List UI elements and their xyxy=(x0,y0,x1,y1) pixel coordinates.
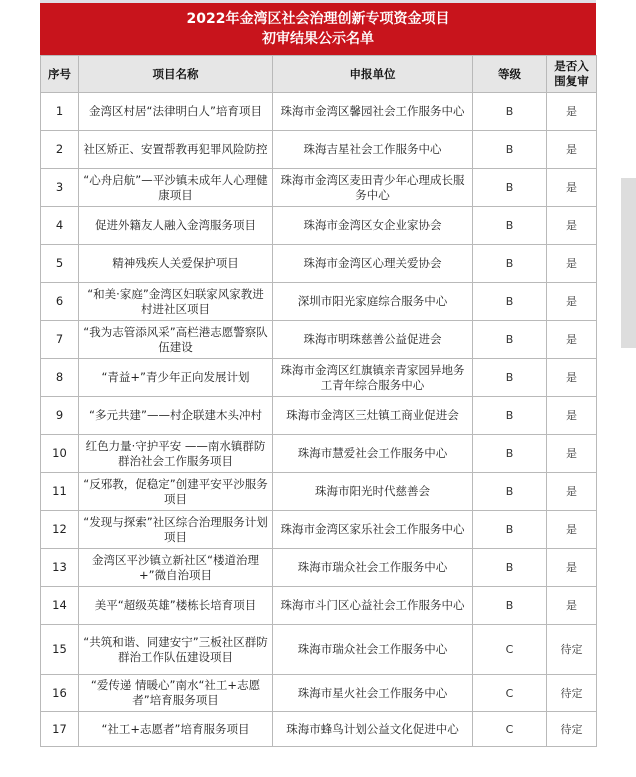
table-row xyxy=(41,207,597,245)
cell-review: 是 xyxy=(547,131,597,169)
cell-unit: 珠海市蜂鸟计划公益文化促进中心 xyxy=(273,712,473,747)
cell-review: 是 xyxy=(547,587,597,625)
table-row xyxy=(41,93,597,131)
cell-unit: 珠海市金湾区心理关爱协会 xyxy=(273,245,473,283)
cell-unit: 珠海市慧爱社会工作服务中心 xyxy=(273,435,473,473)
cell-no: 4 xyxy=(41,207,79,245)
cell-name: “爱传递 情暖心”南水“社工+志愿者”培育服务项目 xyxy=(79,675,273,712)
cell-no: 12 xyxy=(41,511,79,549)
cell-name: 社区矫正、安置帮教再犯罪风险防控 xyxy=(79,131,273,169)
cell-name: 促进外籍友人融入金湾服务项目 xyxy=(79,207,273,245)
cell-no: 10 xyxy=(41,435,79,473)
cell-no: 13 xyxy=(41,549,79,587)
table-header-row xyxy=(41,56,597,93)
cell-no: 6 xyxy=(41,283,79,321)
cell-name: “心舟启航”—平沙镇未成年人心理健康项目 xyxy=(79,169,273,207)
cell-unit: 珠海市阳光时代慈善会 xyxy=(273,473,473,511)
cell-unit: 深圳市阳光家庭综合服务中心 xyxy=(273,283,473,321)
cell-name: 精神残疾人关爱保护项目 xyxy=(79,245,273,283)
table-row xyxy=(41,625,597,675)
cell-name: “社工+志愿者”培育服务项目 xyxy=(79,712,273,747)
header-grade: 等级 xyxy=(473,56,547,93)
cell-no: 5 xyxy=(41,245,79,283)
table-row xyxy=(41,675,597,712)
cell-review: 是 xyxy=(547,169,597,207)
scrollbar-thumb[interactable] xyxy=(621,178,636,348)
cell-review: 是 xyxy=(547,321,597,359)
cell-unit: 珠海吉星社会工作服务中心 xyxy=(273,131,473,169)
cell-grade: B xyxy=(473,359,547,397)
header-unit: 申报单位 xyxy=(273,56,473,93)
cell-grade: C xyxy=(473,675,547,712)
cell-unit: 珠海市明珠慈善公益促进会 xyxy=(273,321,473,359)
cell-grade: B xyxy=(473,435,547,473)
cell-name: 红色力量·守护平安 ——南水镇群防群治社会工作服务项目 xyxy=(79,435,273,473)
cell-grade: B xyxy=(473,473,547,511)
cell-no: 1 xyxy=(41,93,79,131)
cell-review: 是 xyxy=(547,283,597,321)
cell-grade: B xyxy=(473,511,547,549)
cell-review: 待定 xyxy=(547,625,597,675)
cell-no: 7 xyxy=(41,321,79,359)
table-row xyxy=(41,587,597,625)
cell-unit: 珠海市金湾区麦田青少年心理成长服务中心 xyxy=(273,169,473,207)
cell-unit: 珠海市瑞众社会工作服务中心 xyxy=(273,625,473,675)
cell-unit: 珠海市金湾区家乐社会工作服务中心 xyxy=(273,511,473,549)
cell-grade: B xyxy=(473,397,547,435)
cell-no: 3 xyxy=(41,169,79,207)
cell-no: 11 xyxy=(41,473,79,511)
title-line-1: 2022年金湾区社会治理创新专项资金项目 xyxy=(186,11,450,27)
cell-name: “我为志管添风采”高栏港志愿警察队伍建设 xyxy=(79,321,273,359)
cell-grade: B xyxy=(473,321,547,359)
cell-name: “反邪教，促稳定”创建平安平沙服务项目 xyxy=(79,473,273,511)
table-body xyxy=(41,93,597,747)
cell-review: 是 xyxy=(547,245,597,283)
cell-name: 美平“超级英雄”楼栋长培育项目 xyxy=(79,587,273,625)
cell-grade: B xyxy=(473,245,547,283)
cell-unit: 珠海市斗门区心益社会工作服务中心 xyxy=(273,587,473,625)
cell-review: 是 xyxy=(547,93,597,131)
title-line-2: 初审结果公示名单 xyxy=(262,31,374,47)
cell-review: 是 xyxy=(547,397,597,435)
cell-grade: B xyxy=(473,549,547,587)
results-table xyxy=(40,55,597,747)
table-row xyxy=(41,549,597,587)
cell-unit: 珠海市瑞众社会工作服务中心 xyxy=(273,549,473,587)
cell-name: 金湾区村居“法律明白人”培育项目 xyxy=(79,93,273,131)
cell-unit: 珠海市星火社会工作服务中心 xyxy=(273,675,473,712)
table-row xyxy=(41,397,597,435)
title-banner xyxy=(40,0,596,55)
cell-name: “多元共建”——村企联建木头冲村 xyxy=(79,397,273,435)
table-row xyxy=(41,169,597,207)
cell-grade: C xyxy=(473,625,547,675)
table-row xyxy=(41,283,597,321)
cell-no: 17 xyxy=(41,712,79,747)
table-row xyxy=(41,435,597,473)
cell-unit: 珠海市金湾区馨园社会工作服务中心 xyxy=(273,93,473,131)
table-row xyxy=(41,131,597,169)
cell-grade: B xyxy=(473,131,547,169)
cell-grade: B xyxy=(473,283,547,321)
cell-no: 16 xyxy=(41,675,79,712)
document-page xyxy=(40,0,596,777)
top-strip xyxy=(40,0,596,3)
cell-review: 待定 xyxy=(547,675,597,712)
cell-unit: 珠海市金湾区红旗镇亲青家园异地务工青年综合服务中心 xyxy=(273,359,473,397)
table-row xyxy=(41,359,597,397)
cell-no: 8 xyxy=(41,359,79,397)
cell-grade: C xyxy=(473,712,547,747)
cell-review: 待定 xyxy=(547,712,597,747)
cell-grade: B xyxy=(473,169,547,207)
cell-review: 是 xyxy=(547,359,597,397)
table-row xyxy=(41,321,597,359)
cell-review: 是 xyxy=(547,511,597,549)
cell-review: 是 xyxy=(547,207,597,245)
cell-grade: B xyxy=(473,93,547,131)
cell-review: 是 xyxy=(547,549,597,587)
cell-name: “共筑和谐、同建安宁”三板社区群防群治工作队伍建设项目 xyxy=(79,625,273,675)
cell-grade: B xyxy=(473,587,547,625)
table-row xyxy=(41,511,597,549)
cell-name: 金湾区平沙镇立新社区“楼道治理+”微自治项目 xyxy=(79,549,273,587)
cell-grade: B xyxy=(473,207,547,245)
cell-unit: 珠海市金湾区三灶镇工商业促进会 xyxy=(273,397,473,435)
cell-unit: 珠海市金湾区女企业家协会 xyxy=(273,207,473,245)
cell-review: 是 xyxy=(547,435,597,473)
cell-no: 15 xyxy=(41,625,79,675)
table-row xyxy=(41,245,597,283)
cell-no: 14 xyxy=(41,587,79,625)
cell-name: “青益+”青少年正向发展计划 xyxy=(79,359,273,397)
header-name: 项目名称 xyxy=(79,56,273,93)
table-row xyxy=(41,473,597,511)
cell-no: 2 xyxy=(41,131,79,169)
cell-review: 是 xyxy=(547,473,597,511)
cell-name: “发现与探索”社区综合治理服务计划项目 xyxy=(79,511,273,549)
table-row xyxy=(41,712,597,747)
header-no: 序号 xyxy=(41,56,79,93)
header-review: 是否入围复审 xyxy=(547,56,597,93)
cell-no: 9 xyxy=(41,397,79,435)
cell-name: “和美·家庭”金湾区妇联家风家教进村进社区项目 xyxy=(79,283,273,321)
